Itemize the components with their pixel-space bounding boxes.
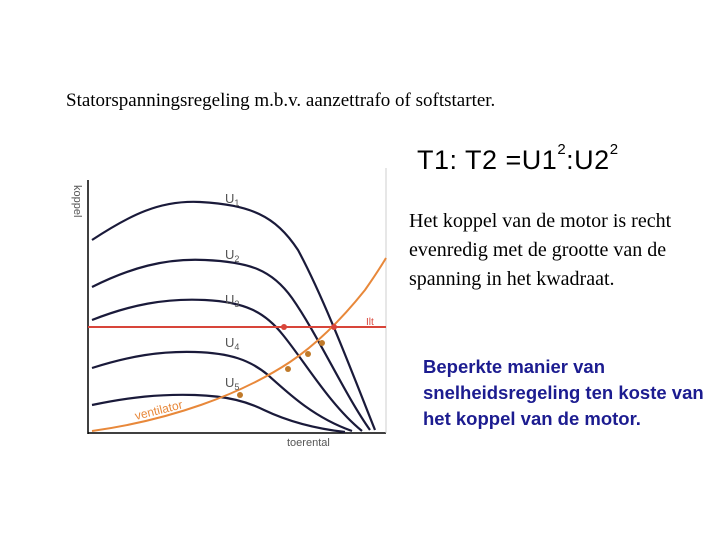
y-axis-label: koppel [71, 185, 83, 218]
curve-u1 [92, 202, 375, 430]
label-u3: $U_3$ [225, 292, 240, 309]
operating-point-u5 [285, 366, 291, 372]
curve-labels [225, 191, 239, 392]
label-u4: $U_4$ [225, 335, 240, 352]
slide-title: Statorspanningsregeling m.b.v. aanzettrafo of softstarter. [66, 90, 496, 111]
formula-exponent-2: 2 [609, 141, 619, 158]
ventilator-label: ventilator [133, 397, 184, 423]
formula-mid: :U2 [566, 145, 610, 175]
curve-u5 [92, 395, 345, 432]
operating-point-u4 [305, 351, 311, 357]
formula-lhs: T1: T2 =U1 [417, 145, 558, 175]
operating-point-u1 [331, 324, 337, 330]
operating-point-u6 [237, 392, 243, 398]
label-u1: $U_1$ [225, 191, 240, 208]
formula-exponent-1: 2 [557, 141, 567, 158]
horizontal-line-label: Ilt [366, 317, 374, 328]
curve-u3 [92, 300, 362, 431]
curve-u4 [92, 352, 352, 431]
torque-curves [92, 202, 375, 432]
label-u2: $U_2$ [225, 247, 240, 264]
conclusion-paragraph: Beperkte manier van snelheidsregeling ten koste van het koppel van de motor. [423, 356, 704, 429]
operating-point-u3 [319, 340, 325, 346]
operating-point-u2 [281, 324, 287, 330]
label-u5: $U_5$ [225, 375, 240, 392]
explanation-paragraph: Het koppel van de motor is recht evenredig met de grootte van de spanning in het kwadraat. [409, 210, 672, 290]
x-axis-label: toerental [287, 437, 330, 449]
